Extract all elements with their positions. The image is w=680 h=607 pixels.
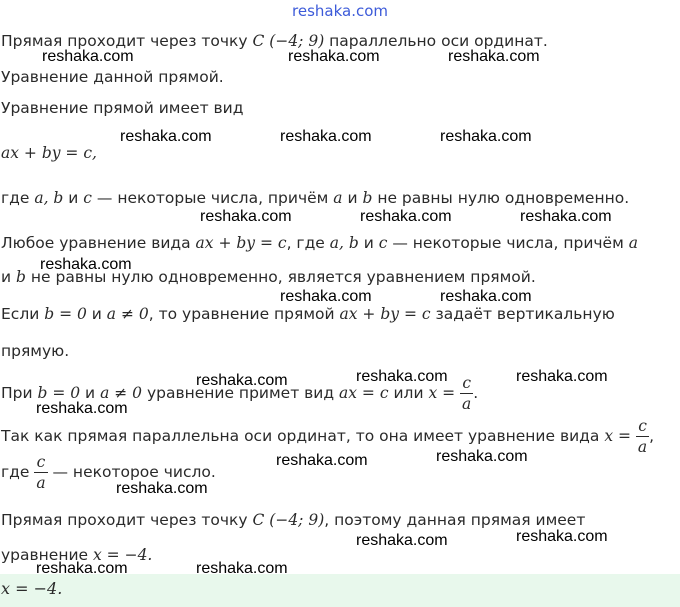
line-11: Так как прямая параллельна оси ординат, то она имеет уравнение вида x = $\frac{c}{a}$ , xyxy=(1,417,655,456)
watermark: reshaka.com xyxy=(520,208,612,225)
line-12: где $\frac{c}{a}$ — некоторое число. xyxy=(1,453,216,492)
line-9: прямую. xyxy=(1,342,70,360)
watermark: reshaka.com xyxy=(280,288,372,305)
line-1: Прямая проходит через точку C (−4; 9) параллельно оси ординат. xyxy=(1,32,548,50)
fraction-c-over-a: $\frac{c}{a}$ xyxy=(36,453,46,492)
line-2: Уравнение данной прямой. xyxy=(1,68,224,86)
line-13: Прямая проходит через точку C (−4; 9), поэтому данная прямая имеет xyxy=(1,511,586,529)
line-14: уравнение x = −4. xyxy=(1,546,153,564)
watermark: reshaka.com xyxy=(200,208,292,225)
line-6: Любое уравнение вида ax + by = c, где a, b и c — некоторые числа, причём a xyxy=(1,234,638,252)
watermark: reshaka.com xyxy=(276,452,368,469)
watermark: reshaka.com xyxy=(36,560,128,577)
watermark: reshaka.com xyxy=(40,256,132,273)
watermark: reshaka.com xyxy=(440,288,532,305)
equation-general: ax + by = c, xyxy=(1,144,97,162)
line-5: где a, b и c — некоторые числа, причём a и b не равны нулю одновременно. xyxy=(1,189,630,207)
watermark: reshaka.com xyxy=(356,532,448,549)
watermark: reshaka.com xyxy=(436,448,528,465)
watermark: reshaka.com xyxy=(280,128,372,145)
watermark: reshaka.com xyxy=(36,400,128,417)
watermark: reshaka.com xyxy=(120,128,212,145)
watermark: reshaka.com xyxy=(448,48,540,65)
fraction-c-over-a: $\frac{c}{a}$ xyxy=(637,417,648,456)
watermark: reshaka.com xyxy=(440,128,532,145)
line-3: Уравнение прямой имеет вид xyxy=(1,99,244,117)
watermark: reshaka.com xyxy=(288,48,380,65)
fraction-c-over-a: $\frac{c}{a}$ xyxy=(462,374,472,413)
line-7: и b не равны нулю одновременно, является уравнением прямой. xyxy=(1,268,536,286)
site-header[interactable]: reshaka.com xyxy=(292,2,388,20)
watermark: reshaka.com xyxy=(42,48,134,65)
watermark: reshaka.com xyxy=(516,528,608,545)
watermark: reshaka.com xyxy=(116,480,208,497)
line-10: При b = 0 и a ≠ 0 уравнение примет вид ax = c или x = $\frac{c}{a}$ . xyxy=(1,374,479,413)
watermark: reshaka.com xyxy=(356,368,448,385)
answer-text: x = −4. xyxy=(1,579,63,598)
answer-box xyxy=(0,574,680,607)
watermark: reshaka.com xyxy=(196,372,288,389)
watermark: reshaka.com xyxy=(516,368,608,385)
watermark: reshaka.com xyxy=(360,208,452,225)
line-8: Если b = 0 и a ≠ 0, то уравнение прямой ax + by = c задаёт вертикальную xyxy=(1,305,615,323)
watermark: reshaka.com xyxy=(196,560,288,577)
